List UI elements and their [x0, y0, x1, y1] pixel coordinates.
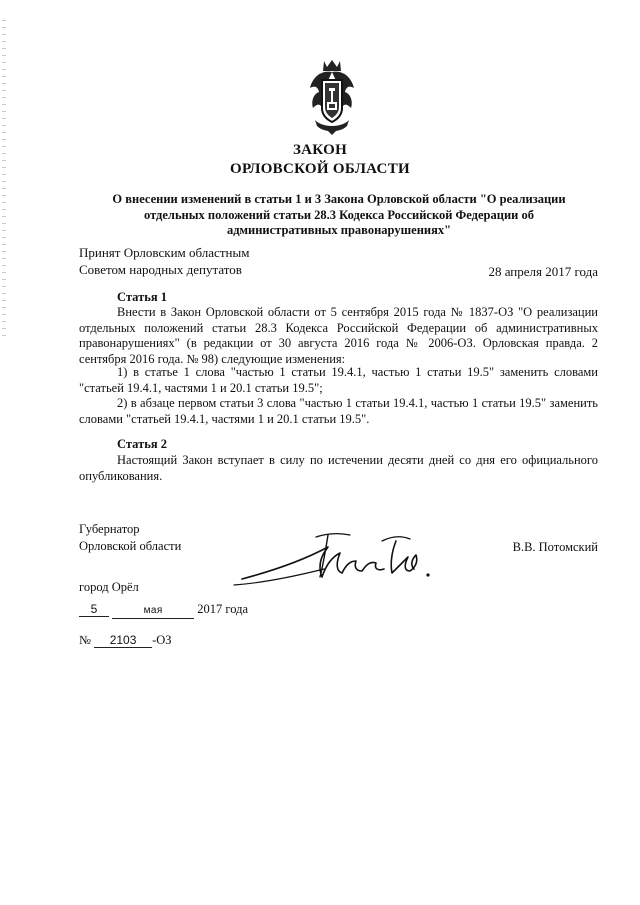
scan-margin-dots: [2, 20, 6, 340]
law-number-prefix: №: [79, 633, 91, 647]
article-1-item-1: 1) в статье 1 слова "частью 1 статьи 19.4.1, частью 1 статьи 19.5" заменить словами "статьей 19.4.1, частями 1 и 20.1 статьи 19.5";: [79, 365, 598, 395]
coat-of-arms-emblem: [307, 58, 357, 136]
region-title: ОРЛОВСКОЙ ОБЛАСТИ: [230, 161, 410, 177]
law-number: 2103: [94, 633, 152, 648]
signing-month: мая: [112, 604, 194, 619]
city-name: город Орёл: [79, 580, 139, 594]
law-subtitle: О внесении изменений в статьи 1 и 3 Закона Орловской области "О реализации отдельных положений статьи 28.3 Кодекса Российской Федерации об административных правонарушениях": [112, 192, 566, 237]
law-number-suffix: -ОЗ: [152, 633, 172, 647]
article-1-item-2: 2) в абзаце первом статьи 3 слова "частью 1 статьи 19.4.1, частью 1 статьи 19.5" заменить словами "статьей 19.4.1, частями 1 и 20.1 статьи 19.5".: [79, 396, 598, 426]
article-2-text: Настоящий Закон вступает в силу по истечении десяти дней со дня его официального опубликования.: [79, 453, 598, 483]
signing-day: 5: [79, 602, 109, 617]
adoption-date: 28 апреля 2017 года: [488, 264, 598, 279]
article-1-intro: Внести в Закон Орловской области от 5 сентября 2015 года № 1837-ОЗ "О реализации отдельных положений статьи 28.3 Кодекса Российской Федерации об административных правонарушениях" (в редакции от 30 августа 2016 года № 2006-ОЗ. Орловская правда. 2 сентября 2016 года. № 98) следующие изменения:: [79, 305, 598, 366]
adoption-line-1: Принят Орловским областным: [79, 245, 250, 260]
governor-position-line-2: Орловской области: [79, 539, 182, 553]
signing-year: 2017 года: [197, 602, 248, 616]
article-1-heading: Статья 1: [117, 290, 167, 304]
signing-date: [79, 602, 248, 619]
article-2-heading: Статья 2: [117, 437, 167, 451]
adoption-body: [79, 245, 249, 278]
handwritten-signature: [232, 527, 442, 592]
law-number-line: [79, 633, 172, 648]
governor-position: [79, 521, 181, 555]
adoption-line-2: Советом народных депутатов: [79, 261, 242, 277]
law-title: ЗАКОН: [292, 142, 348, 158]
governor-position-line-1: Губернатор: [79, 522, 140, 536]
governor-name: В.В. Потомский: [512, 540, 598, 554]
